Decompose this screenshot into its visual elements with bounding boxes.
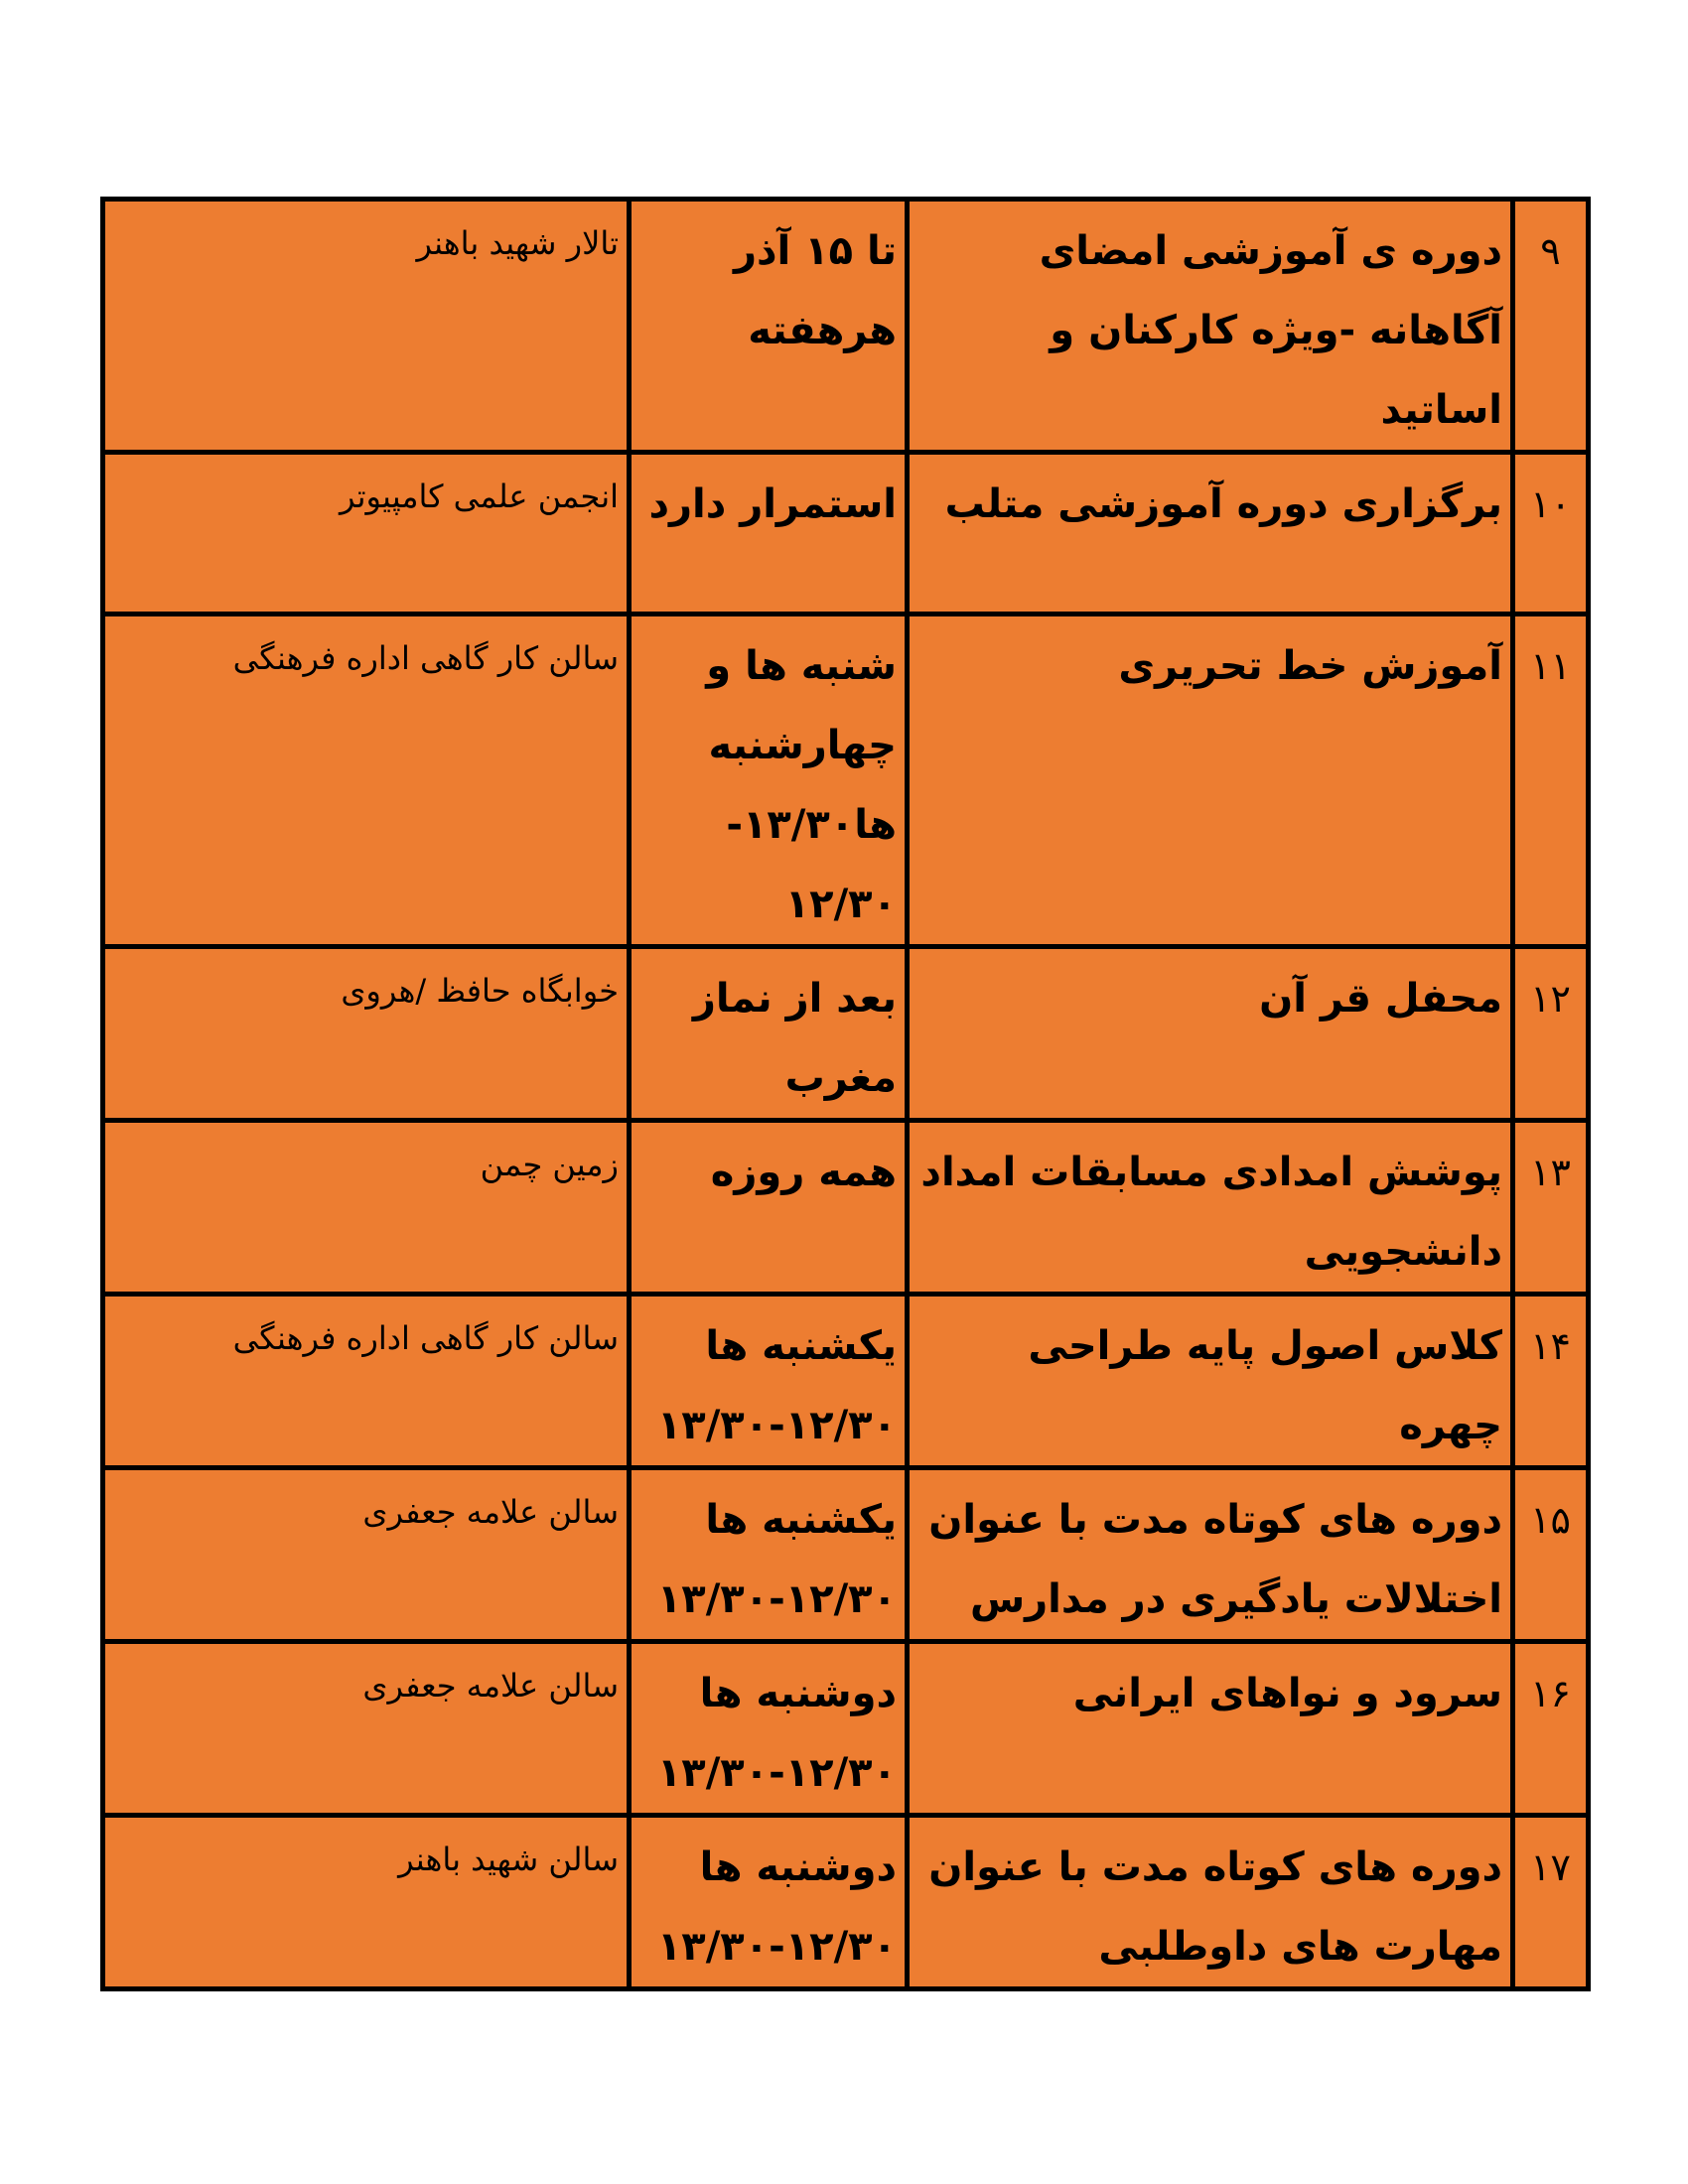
program-place: سالن شهید باهنر bbox=[103, 1816, 630, 1989]
program-place: سالن کار گاهی اداره فرهنگی bbox=[103, 614, 630, 947]
row-number: ۱۵ bbox=[1513, 1468, 1589, 1642]
program-title: محفل قر آن bbox=[908, 947, 1513, 1121]
program-place: سالن علامه جعفری bbox=[103, 1468, 630, 1642]
program-time: بعد از نماز مغرب bbox=[630, 947, 908, 1121]
table-row bbox=[103, 1642, 1589, 1816]
program-time: شنبه ها و چهارشنبه ها۱۳/۳۰- ۱۲/۳۰ bbox=[630, 614, 908, 947]
program-place: سالن علامه جعفری bbox=[103, 1642, 630, 1816]
table-row bbox=[103, 1816, 1589, 1989]
program-title: آموزش خط تحریری bbox=[908, 614, 1513, 947]
row-number: ۱۶ bbox=[1513, 1642, 1589, 1816]
schedule-table bbox=[100, 197, 1591, 1991]
program-title: دوره ی آموزشی امضای آگاهانه -ویژه کارکنان و اساتید bbox=[908, 200, 1513, 453]
row-number: ۹ bbox=[1513, 200, 1589, 453]
table-row bbox=[103, 1121, 1589, 1295]
table-row bbox=[103, 614, 1589, 947]
table-row bbox=[103, 200, 1589, 453]
program-place: خوابگاه حافظ /هروی bbox=[103, 947, 630, 1121]
program-title: پوشش امدادی مسابقات امداد دانشجویی bbox=[908, 1121, 1513, 1295]
program-time: همه روزه bbox=[630, 1121, 908, 1295]
program-place: انجمن علمی کامپیوتر bbox=[103, 453, 630, 614]
table-row bbox=[103, 1295, 1589, 1468]
table-row bbox=[103, 947, 1589, 1121]
table-row bbox=[103, 1468, 1589, 1642]
program-time: تا ۱۵ آذر هرهفته bbox=[630, 200, 908, 453]
program-time: دوشنبه ها ۱۲/۳۰-۱۳/۳۰ bbox=[630, 1642, 908, 1816]
program-time: یکشنبه ها ۱۲/۳۰-۱۳/۳۰ bbox=[630, 1295, 908, 1468]
program-title: کلاس اصول پایه طراحی چهره bbox=[908, 1295, 1513, 1468]
row-number: ۱۲ bbox=[1513, 947, 1589, 1121]
program-title: سرود و نواهای ایرانی bbox=[908, 1642, 1513, 1816]
program-time: یکشنبه ها ۱۲/۳۰-۱۳/۳۰ bbox=[630, 1468, 908, 1642]
program-time: دوشنبه ها ۱۲/۳۰-۱۳/۳۰ bbox=[630, 1816, 908, 1989]
program-time: استمرار دارد bbox=[630, 453, 908, 614]
row-number: ۱۷ bbox=[1513, 1816, 1589, 1989]
program-title: دوره های کوتاه مدت با عنوان مهارت های داوطلبی bbox=[908, 1816, 1513, 1989]
program-title: دوره های کوتاه مدت با عنوان اختلالات یادگیری در مدارس bbox=[908, 1468, 1513, 1642]
row-number: ۱۱ bbox=[1513, 614, 1589, 947]
row-number: ۱۴ bbox=[1513, 1295, 1589, 1468]
row-number: ۱۰ bbox=[1513, 453, 1589, 614]
program-place: زمین چمن bbox=[103, 1121, 630, 1295]
program-place: سالن کار گاهی اداره فرهنگی bbox=[103, 1295, 630, 1468]
row-number: ۱۳ bbox=[1513, 1121, 1589, 1295]
program-place: تالار شهید باهنر bbox=[103, 200, 630, 453]
table-row bbox=[103, 453, 1589, 614]
program-title: برگزاری دوره آموزشی متلب bbox=[908, 453, 1513, 614]
